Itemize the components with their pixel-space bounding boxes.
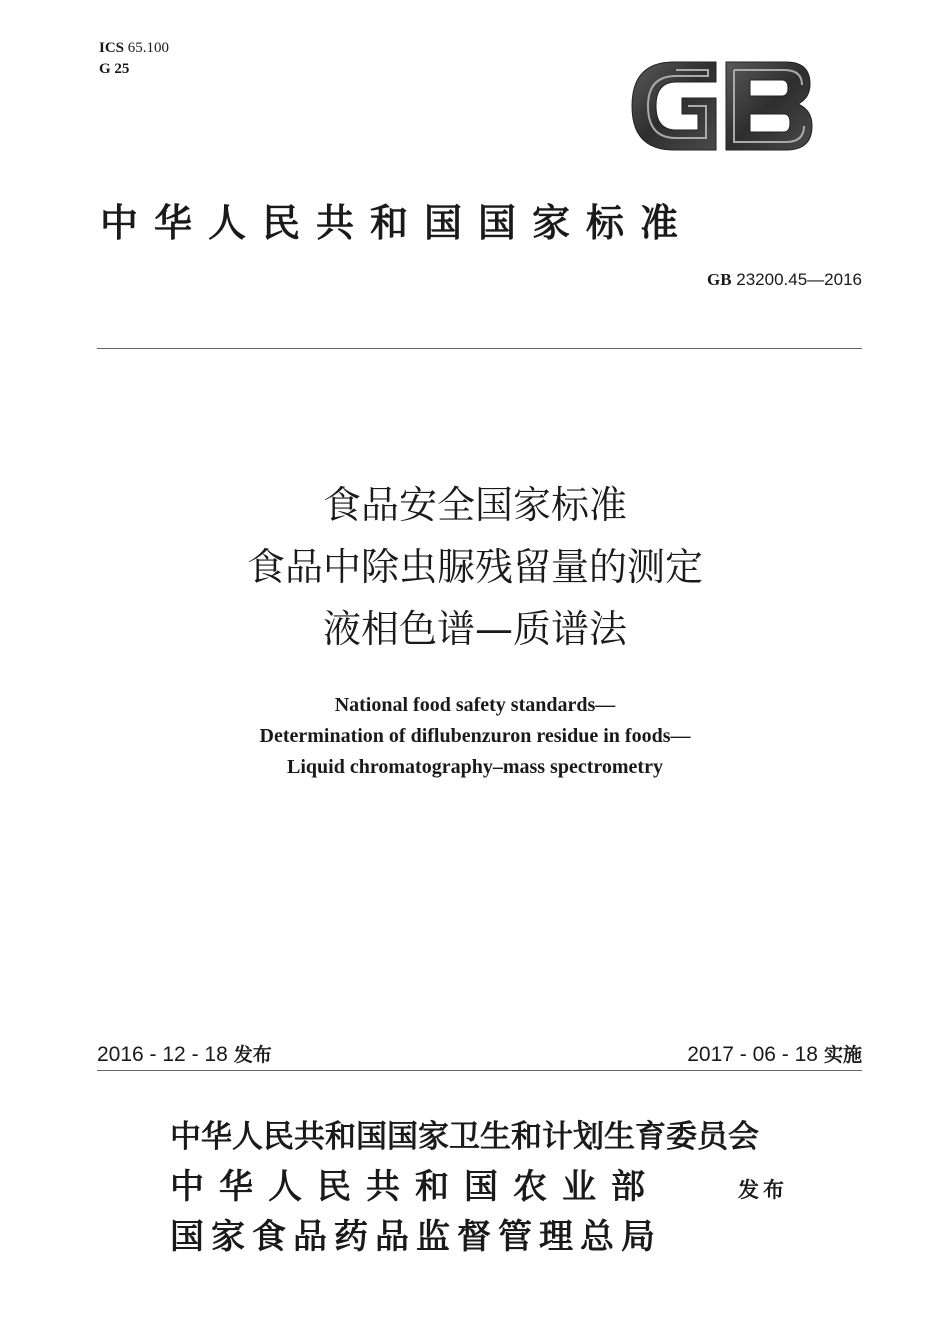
issuing-authorities [170,1112,759,1262]
en-title-line-3: Liquid chromatography–mass spectrometry [287,756,663,778]
standard-prefix: GB [706,270,732,289]
issue-label: 发布 [233,1044,272,1066]
issuer-health-commission: 中华人民共和国国家卫生和计划生育委员会 [170,1119,759,1155]
issue-date [97,1040,272,1067]
cn-title-line-3: 液相色谱—质谱法 [322,607,627,651]
gb-logo [626,58,816,154]
classification-block [99,38,169,80]
top-divider [97,348,862,349]
standard-number [707,270,862,290]
ics-value: 65.100 [127,40,170,56]
chinese-title [0,474,950,660]
effective-label: 实施 [823,1044,862,1066]
effective-date [687,1040,862,1067]
effective-date-value: 2017 - 06 - 18 [687,1043,818,1066]
en-title-line-2: Determination of diflubenzuron residue in foods— [259,725,691,747]
publish-label: 发布 [738,1178,788,1202]
ics-label: ICS [99,40,125,56]
english-title [0,690,950,783]
en-title-line-1: National food safety standards— [334,694,616,716]
bottom-divider [97,1070,862,1071]
issuer-ministry-agriculture: 中华人民共和国农业部 [170,1167,660,1207]
ccs-code: G 25 [99,61,130,77]
issue-date-value: 2016 - 12 - 18 [97,1043,228,1066]
standard-code: 23200.45—2016 [736,270,862,289]
issuer-food-drug-administration: 国家食品药品监督管理总局 [170,1217,662,1257]
cn-title-line-1: 食品安全国家标准 [322,483,627,527]
national-standard-title: 中华人民共和国国家标准 [100,201,695,245]
cn-title-line-2: 食品中除虫脲残留量的测定 [246,545,703,589]
